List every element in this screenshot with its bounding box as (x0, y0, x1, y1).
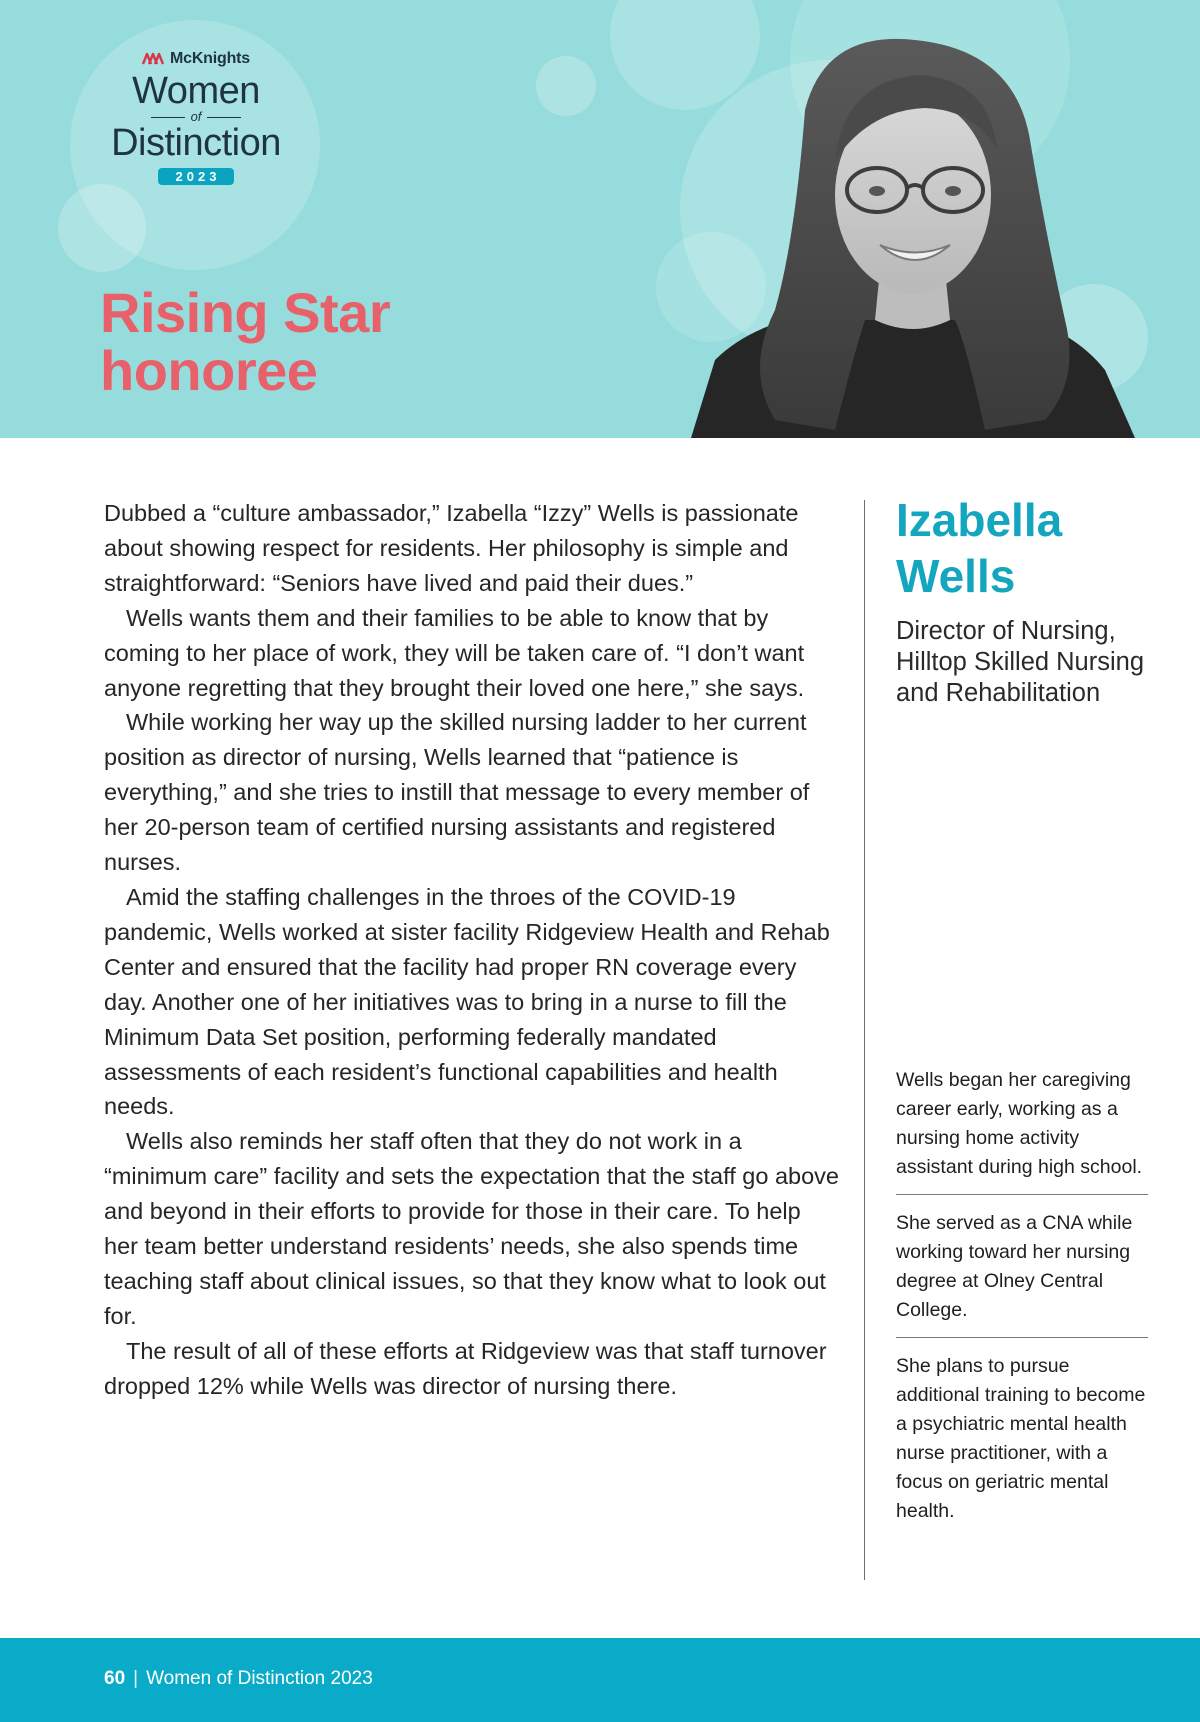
fact-divider (896, 1337, 1148, 1338)
logo-of-text: of (190, 109, 202, 124)
decorative-bubble (58, 184, 146, 272)
logo-distinction-text: Distinction (111, 122, 281, 164)
honoree-title (100, 281, 391, 402)
mcknights-logo-icon (142, 52, 164, 66)
fact-list (896, 1066, 1148, 1526)
article-paragraph: Dubbed a “culture ambassador,” Izabella “Izzy” Wells is passionate about showing respect for residents. Her philosophy is simple and straightforward: “Seniors have lived and paid their dues.” (104, 500, 799, 596)
fact-divider (896, 1194, 1148, 1195)
honoree-portrait (685, 20, 1135, 438)
article-paragraph: Wells wants them and their families to be able to know that by coming to her place of work, they will be taken care of. “I don’t want anyone regretting that they brought their loved one here,” she says. (104, 604, 805, 701)
article-paragraph: Wells also reminds her staff often that they do not work in a “minimum care” facility and sets the expectation that the staff go above and beyond in their efforts to provide for those in their care. To help her team better understand residents’ needs, she also spends time teaching staff about clinical issues, so that they know what to look out for. (104, 1128, 839, 1329)
honoree-role: Director of Nursing, Hilltop Skilled Nursing and Rehabilitation (896, 617, 1145, 707)
logo-women-text: Women (132, 70, 260, 112)
honoree-title-line: Rising Star (100, 281, 391, 344)
logo-rule (207, 117, 241, 118)
publication-name: Women of Distinction 2023 (146, 1668, 373, 1689)
decorative-bubble (536, 56, 596, 116)
fact-item: She plans to pursue additional training to become a psychiatric mental health nurse practitioner, with a focus on geriatric mental health. (896, 1355, 1146, 1522)
fact-item: She served as a CNA while working toward her nursing degree at Olney Central College. (896, 1212, 1133, 1321)
article-body (104, 496, 839, 1404)
page-number: 60 (104, 1668, 126, 1689)
logo-year-badge: 2023 (158, 168, 235, 185)
logo-rule (151, 117, 185, 118)
logo-brand-text: McKnights (170, 50, 250, 67)
honoree-title-line: honoree (100, 339, 318, 402)
article-paragraph: The result of all of these efforts at Ridgeview was that staff turnover dropped 12% while Wells was director of nursing there. (104, 1337, 827, 1399)
honoree-name (896, 492, 1156, 604)
article-paragraph: While working her way up the skilled nursing ladder to her current position as director of nursing, Wells learned that “patience is everything,” and she tries to instill that message to every member of her 20-person team of certified nursing assistants and registered nurses. (104, 709, 810, 876)
honoree-first-name: Izabella (896, 494, 1063, 546)
page-footer (0, 1638, 1200, 1722)
women-of-distinction-logo (96, 50, 296, 186)
article-paragraph: Amid the staffing challenges in the throes of the COVID-19 pandemic, Wells worked at sister facility Ridgeview Health and Rehab Center and ensured that the facility had proper RN coverage every day. Another one of her initiatives was to bring in a nurse to fill the Minimum Data Set position, performing federally mandated assessments of each resident’s functional capabilities and health needs. (104, 883, 830, 1120)
header-banner (0, 0, 1200, 438)
honoree-sidebar (896, 492, 1156, 709)
honoree-last-name: Wells (896, 550, 1016, 602)
footer-separator: | (133, 1668, 139, 1689)
column-divider (864, 500, 865, 1580)
fact-item: Wells began her caregiving career early, working as a nursing home activity assistant during high school. (896, 1069, 1143, 1178)
